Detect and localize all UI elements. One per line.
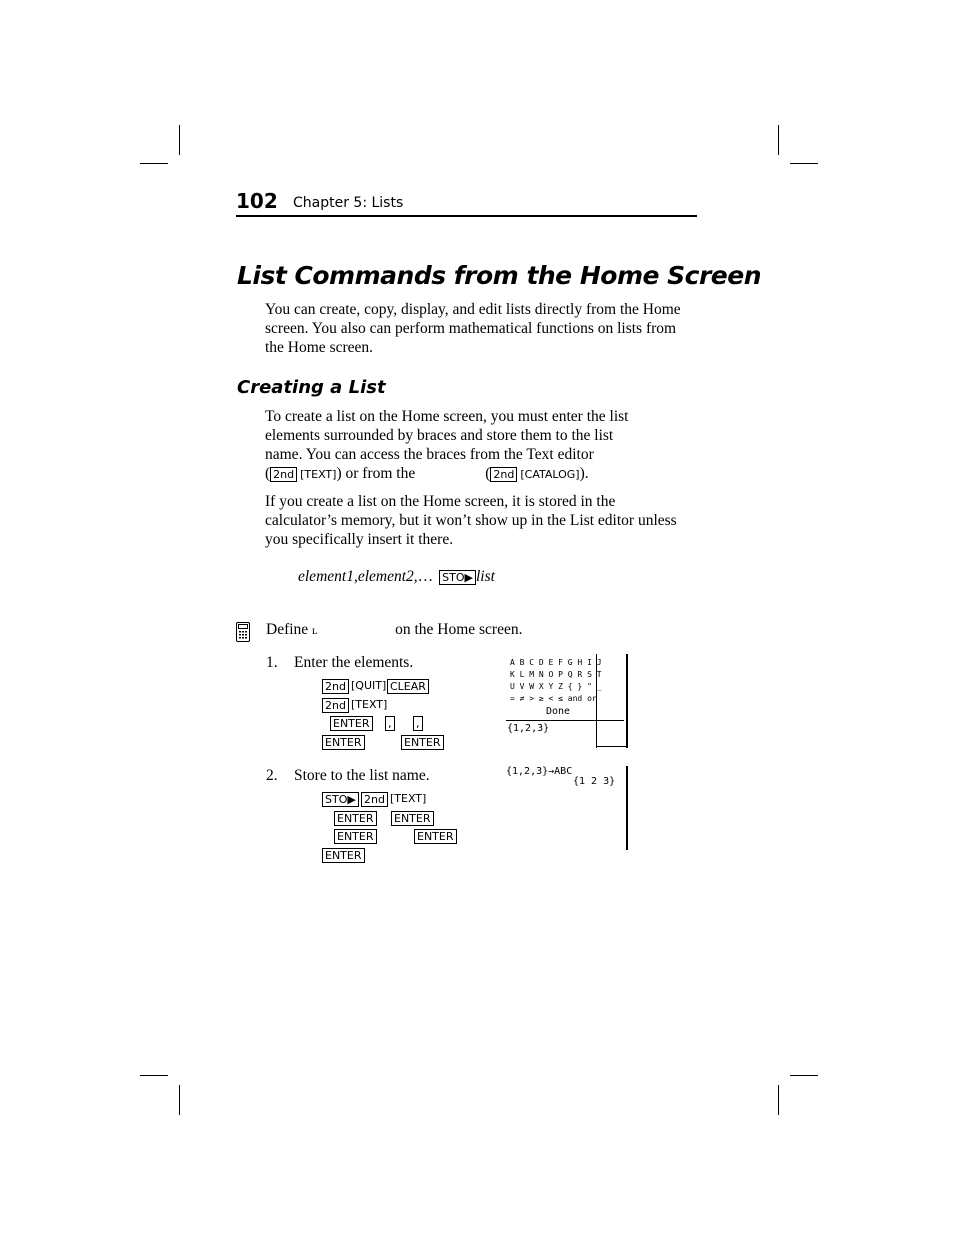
syntax-element2: element2 bbox=[357, 568, 414, 585]
key-text: [TEXT] bbox=[390, 792, 427, 805]
crop-mark bbox=[778, 125, 779, 155]
syntax-comma: , bbox=[353, 568, 358, 585]
key-comma: , bbox=[413, 716, 423, 731]
para1-line: To create a list on the Home screen, you must enter the list bbox=[265, 408, 629, 425]
key-enter: ENTER bbox=[322, 735, 365, 750]
step-text: Enter the elements. bbox=[294, 654, 414, 671]
text-editor-row: U V W X Y Z { } " _ bbox=[510, 682, 602, 691]
para1-line: name. You can access the braces from the Text editor bbox=[265, 446, 594, 463]
step-number: 2. bbox=[266, 767, 278, 784]
key-quit: [QUIT] bbox=[351, 679, 387, 692]
list-glyph: ʟ bbox=[312, 623, 318, 637]
keystroke-row bbox=[322, 679, 462, 695]
key-2nd: 2nd bbox=[270, 467, 297, 482]
key-enter: ENTER bbox=[334, 829, 377, 844]
calculator-screen-2 bbox=[506, 766, 628, 850]
paren-close: ). bbox=[579, 465, 589, 482]
key-text: [TEXT] bbox=[300, 468, 337, 481]
text-editor-row: K L M N O P Q R S T bbox=[510, 670, 602, 679]
syntax-ellipsis: ,… bbox=[413, 568, 434, 585]
key-enter: ENTER bbox=[330, 716, 373, 731]
paren-open: ( bbox=[265, 465, 271, 482]
keystroke-row bbox=[322, 698, 462, 714]
syntax-element1: element1 bbox=[298, 568, 354, 585]
key-2nd: 2nd bbox=[361, 792, 388, 807]
key-enter: ENTER bbox=[322, 848, 365, 863]
screen-result: {1,2,3} bbox=[507, 723, 550, 734]
para1-line: elements surrounded by braces and store them to the list bbox=[265, 427, 614, 444]
keystroke-row bbox=[322, 716, 462, 732]
key-sto: STO▶ bbox=[439, 570, 476, 585]
screen-divider bbox=[506, 720, 624, 721]
header-rule bbox=[236, 215, 697, 217]
key-enter: ENTER bbox=[401, 735, 444, 750]
page-title: List Commands from the Home Screen bbox=[237, 261, 762, 290]
step-text: Store to the list name. bbox=[294, 767, 430, 784]
syntax-line bbox=[298, 567, 495, 586]
key-enter: ENTER bbox=[334, 811, 377, 826]
calculator-screen-1 bbox=[506, 654, 628, 748]
storage-paragraph: If you create a list on the Home screen, it is stored in the calculator’s memory, but it won’t show up in the List editor unless you specifically insert it there. bbox=[265, 493, 677, 548]
key-comma: , bbox=[385, 716, 395, 731]
crop-mark bbox=[179, 1085, 180, 1115]
calculator-icon bbox=[236, 622, 250, 642]
crop-mark bbox=[790, 1075, 818, 1076]
example-rest: on the Home screen. bbox=[395, 621, 523, 638]
section-heading: Creating a List bbox=[237, 377, 386, 398]
crop-mark bbox=[140, 163, 168, 164]
example-define: Define bbox=[266, 621, 309, 638]
crop-mark bbox=[790, 163, 818, 164]
key-2nd: 2nd bbox=[322, 698, 349, 713]
step-number: 1. bbox=[266, 654, 278, 671]
keystroke-row bbox=[322, 829, 462, 845]
screen-border-bottom bbox=[596, 746, 626, 747]
keystroke-row bbox=[322, 792, 462, 808]
para1-line-keys bbox=[265, 464, 695, 484]
syntax-list: list bbox=[475, 568, 495, 585]
paren-open: ( bbox=[485, 465, 491, 482]
screen-border-right bbox=[626, 766, 628, 850]
key-2nd: 2nd bbox=[490, 467, 517, 482]
creating-list-paragraph bbox=[265, 407, 695, 484]
key-2nd: 2nd bbox=[322, 679, 349, 694]
para1-mid: ) or from the bbox=[336, 465, 416, 482]
example-line bbox=[266, 620, 522, 640]
keystroke-row bbox=[322, 735, 462, 751]
crop-mark bbox=[179, 125, 180, 155]
key-clear: CLEAR bbox=[387, 679, 429, 694]
screen-done: Done bbox=[546, 706, 571, 717]
key-enter: ENTER bbox=[391, 811, 434, 826]
text-editor-grid bbox=[510, 657, 602, 705]
crop-mark bbox=[140, 1075, 168, 1076]
text-editor-row: A B C D E F G H I J bbox=[510, 658, 602, 667]
text-editor-row: = ≠ > ≥ < ≤ and or bbox=[510, 694, 597, 703]
screen-result: {1 2 3} bbox=[573, 776, 616, 787]
keystroke-row bbox=[322, 848, 462, 864]
keystroke-row bbox=[322, 811, 462, 827]
key-text: [TEXT] bbox=[351, 698, 388, 711]
key-catalog: [CATALOG] bbox=[520, 468, 580, 481]
chapter-title: Chapter 5: Lists bbox=[293, 195, 404, 211]
screen-store-line: {1,2,3}→ABC bbox=[506, 766, 573, 777]
key-sto: STO▶ bbox=[322, 792, 359, 807]
key-enter: ENTER bbox=[414, 829, 457, 844]
intro-paragraph: You can create, copy, display, and edit lists directly from the Home screen. You also can perform mathematical functions on lists from the Home screen. bbox=[265, 301, 681, 356]
crop-mark bbox=[778, 1085, 779, 1115]
screen-border-right bbox=[626, 654, 628, 748]
page-number: 102 bbox=[236, 189, 278, 213]
